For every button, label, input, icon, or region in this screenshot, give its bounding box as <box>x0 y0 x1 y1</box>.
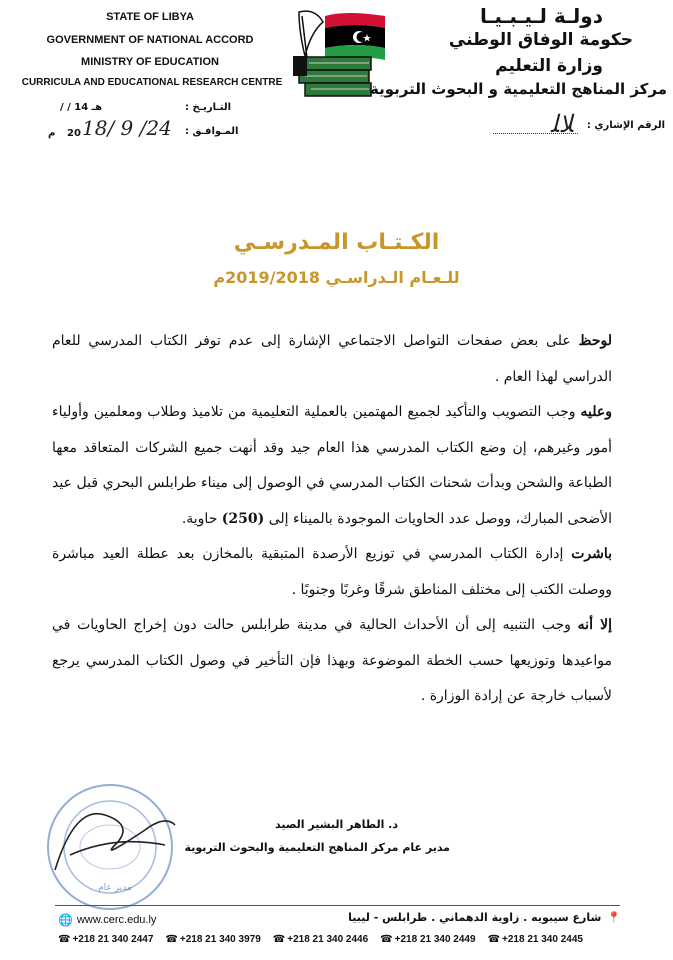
reference-dotted-line <box>493 133 578 134</box>
state-line: STATE OF LIBYA <box>106 11 194 23</box>
phone-item <box>165 934 260 945</box>
paragraph-4 <box>52 608 612 715</box>
state-line-ar: دولـة لـيـبـيـا <box>480 4 603 28</box>
greg-date-suffix: م <box>48 128 56 139</box>
greg-date-prefix: 20 <box>67 128 81 139</box>
paragraph-2-lead: وعليه <box>580 404 612 420</box>
reference-handwritten: ﻼﻠ <box>550 110 573 138</box>
reference-label: الرقم الإشاري : <box>586 120 665 131</box>
phone-item <box>58 934 153 945</box>
paragraph-2-text-b: حاوية. <box>181 510 222 527</box>
website-text[interactable]: www.cerc.edu.ly <box>76 914 157 926</box>
phone-icon: ☎ <box>487 934 501 945</box>
footer-phones <box>58 934 583 945</box>
libya-flag <box>325 13 385 60</box>
paragraph-3 <box>52 537 612 608</box>
government-line-ar: حكومة الوفاق الوطني <box>448 30 633 50</box>
phone-item <box>488 934 583 945</box>
signatory-name: د. الطاهر البشير الصيد <box>274 818 398 831</box>
paragraph-1 <box>52 324 612 395</box>
web-icon: 🌐 <box>58 913 73 927</box>
phone-number[interactable]: +218 21 340 3979 <box>179 934 261 945</box>
phone-number[interactable]: +218 21 340 2446 <box>287 934 369 945</box>
footer-address <box>348 911 621 924</box>
document-title: الكـتـاب المـدرسـي <box>233 230 440 255</box>
paragraph-3-lead: باشرت <box>571 546 612 562</box>
paragraph-2-text-a: وجب التصويب والتأكيد لجميع المهتمين بالعملية التعليمية من تلاميذ وطلاب ومعلمين وأولياء أمور وغيرهم، إن وضع الكتاب المدرسي هذا العام جيد وقد أنهت جميع الشركات المتعاقد معها الطباعة والشحن وبدأت شحنات الكتاب المدرسي في الوصول إلى ميناء طرابلس البحري قبل عيد الأضحى المبارك، ووصل عدد الحاويات الموجودة بالميناء إلى <box>52 404 612 527</box>
official-stamp <box>15 775 190 915</box>
signature-scribble <box>55 814 175 870</box>
paragraph-1-text: على بعض صفحات التواصل الاجتماعي الإشارة إلى عدم توفر الكتاب المدرسي للعام الدراسي لهذا العام . <box>52 333 612 385</box>
phone-item <box>273 934 368 945</box>
government-line: GOVERNMENT OF NATIONAL ACCORD <box>46 34 254 46</box>
address-text: شارع سيبويه . زاوية الدهماني . طرابلس - ليبيا <box>348 911 602 924</box>
location-pin-icon: 📍 <box>607 911 621 924</box>
letter-body <box>52 324 612 715</box>
centre-line-ar: مركز المناهج التعليمية و البحوث التربوية <box>370 80 667 98</box>
phone-number[interactable]: +218 21 340 2449 <box>394 934 476 945</box>
paragraph-2 <box>52 395 612 537</box>
ministry-line-ar: وزارة التعليم <box>495 56 603 76</box>
phone-number[interactable]: +218 21 340 2447 <box>72 934 154 945</box>
ministry-line: MINISTRY OF EDUCATION <box>81 56 219 68</box>
container-count: (250) <box>221 510 265 527</box>
footer-website[interactable] <box>58 913 156 927</box>
signatory-title: مدير عام مركز المناهج التعليمية والبحوث التربوية <box>184 841 450 854</box>
paragraph-4-text: وجب التنبيه إلى أن الأحداث الحالية في مدينة طرابلس حالت دون إخراج الحاويات في مواعيدها وتوزيعها حسب الخطة الموضوعة وبهذا فإن التأخير في وصول الكتاب المدرسي يرجع لأسباب خارجة عن إرادة الوزارة . <box>52 617 612 704</box>
stamp-text: مدير عام <box>98 883 132 893</box>
phone-item <box>380 934 475 945</box>
paragraph-3-text: إدارة الكتاب المدرسي في توزيع الأرصدة المتبقية بالمخازن بعد عطلة العيد مباشرة ووصلت الكتب إلى مختلف المناطق شرقًا وغربًا وجنوبًا . <box>52 546 612 598</box>
hijri-date-label: التـاريـخ : <box>185 102 232 113</box>
centre-line: CURRICULA AND EDUCATIONAL RESEARCH CENTRE <box>21 77 283 88</box>
paragraph-1-lead: لوحظ <box>578 333 612 349</box>
greg-date-handwritten: 18/ 9 /24 <box>82 116 172 140</box>
document-subtitle: للـعـام الـدراسـي 2019/2018م <box>213 268 460 287</box>
phone-icon: ☎ <box>380 934 393 945</box>
greg-date-label: المـوافـق : <box>185 126 239 137</box>
paragraph-4-lead: إلا أنه <box>577 617 612 633</box>
phone-icon: ☎ <box>58 934 71 945</box>
hijri-date-value: / / 14 هـ <box>60 102 103 113</box>
phone-icon: ☎ <box>165 934 178 945</box>
phone-icon: ☎ <box>272 934 286 945</box>
footer-divider <box>55 905 620 906</box>
phone-number[interactable]: +218 21 340 2445 <box>502 934 583 945</box>
